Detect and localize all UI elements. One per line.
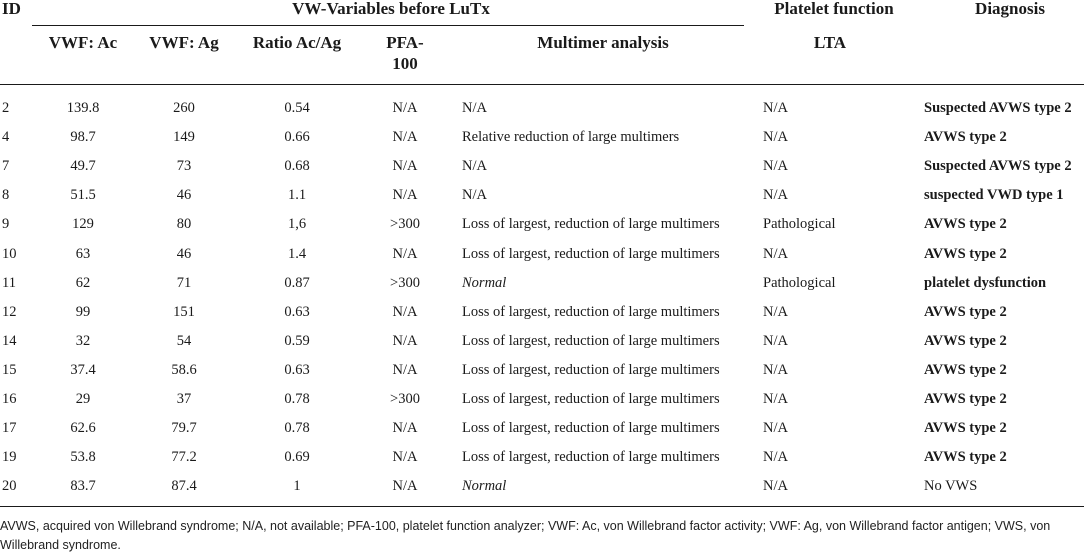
header-diagnosis: Diagnosis bbox=[975, 0, 1045, 18]
cell-vwf-ac: 129 bbox=[72, 216, 94, 233]
cell-vwf-ac: 29 bbox=[75, 391, 91, 407]
cell-id: 20 bbox=[2, 478, 17, 495]
cell-lta: N/A bbox=[763, 478, 788, 495]
cell-ratio: 1.1 bbox=[287, 187, 307, 204]
cell-vwf-ac: 32 bbox=[75, 332, 91, 349]
header-platelet-function: Platelet function bbox=[774, 0, 894, 18]
cell-vwf-ag: 77.2 bbox=[171, 449, 197, 466]
cell-lta: N/A bbox=[763, 332, 788, 349]
cell-multimer: N/A bbox=[462, 100, 487, 116]
cell-vwf-ag: 58.6 bbox=[171, 361, 197, 378]
cell-diagnosis: AVWS type 2 bbox=[924, 361, 1007, 378]
cell-pfa: N/A bbox=[392, 332, 418, 349]
header-lta: LTA bbox=[813, 33, 847, 52]
cell-pfa: N/A bbox=[392, 361, 418, 378]
cell-lta: N/A bbox=[763, 187, 788, 204]
cell-lta: N/A bbox=[763, 100, 788, 116]
cell-diagnosis: AVWS type 2 bbox=[924, 420, 1007, 437]
cell-pfa: >300 bbox=[390, 391, 420, 407]
cell-lta: N/A bbox=[763, 303, 788, 320]
cell-multimer: Relative reduction of large multimers bbox=[462, 129, 680, 146]
cell-lta: N/A bbox=[763, 420, 788, 437]
cell-diagnosis: Suspected AVWS type 2 bbox=[924, 100, 1072, 116]
header-group-vw-variables: VW-Variables before LuTx bbox=[292, 0, 490, 18]
cell-vwf-ag: 87.4 bbox=[171, 478, 197, 495]
cell-multimer: N/A bbox=[462, 158, 487, 175]
cell-multimer: Loss of largest, reduction of large multimers bbox=[462, 245, 720, 262]
cell-vwf-ag: 80 bbox=[176, 216, 192, 233]
cell-ratio: 0.87 bbox=[284, 274, 310, 291]
header-rule bbox=[0, 84, 1084, 85]
cell-pfa: N/A bbox=[392, 303, 418, 320]
cell-vwf-ac: 63 bbox=[75, 245, 91, 262]
cell-pfa: N/A bbox=[392, 158, 418, 175]
table-footnote: AVWS, acquired von Willebrand syndrome; N/A, not available; PFA-100, platelet function analyzer; VWF: Ac, von Willebrand factor activity; VWF: Ag, von Willebrand factor antigen; VWS, von Willebrand syndrome. bbox=[0, 519, 1051, 552]
cell-ratio: 0.54 bbox=[284, 100, 310, 116]
cell-pfa: N/A bbox=[392, 449, 418, 466]
cell-diagnosis: AVWS type 2 bbox=[924, 216, 1007, 233]
cell-lta: Pathological bbox=[763, 274, 836, 291]
cell-ratio: 0.63 bbox=[284, 303, 310, 320]
cell-ratio: 0.78 bbox=[284, 391, 310, 407]
cell-vwf-ac: 83.7 bbox=[70, 478, 96, 495]
cell-multimer: Loss of largest, reduction of large multimers bbox=[462, 216, 720, 233]
cell-lta: N/A bbox=[763, 158, 788, 175]
cell-ratio: 0.78 bbox=[284, 420, 310, 437]
cell-ratio: 0.59 bbox=[284, 332, 310, 349]
cell-vwf-ac: 62 bbox=[75, 274, 91, 291]
cell-multimer: Loss of largest, reduction of large multimers bbox=[462, 361, 720, 378]
cell-lta: N/A bbox=[763, 449, 788, 466]
cell-id: 19 bbox=[2, 449, 17, 466]
cell-multimer: Normal bbox=[462, 478, 507, 495]
cell-id: 15 bbox=[2, 361, 17, 378]
cell-ratio: 1.4 bbox=[287, 245, 307, 262]
cell-vwf-ag: 54 bbox=[176, 332, 192, 349]
cell-pfa: N/A bbox=[392, 129, 418, 146]
cell-id: 8 bbox=[2, 187, 10, 204]
header-pfa-line1: PFA- bbox=[386, 33, 424, 52]
header-vwf-ac: VWF: Ac bbox=[48, 33, 118, 52]
cell-multimer: Loss of largest, reduction of large multimers bbox=[462, 303, 720, 320]
cell-vwf-ac: 99 bbox=[75, 303, 91, 320]
header-vwf-ag: VWF: Ag bbox=[149, 33, 219, 52]
header-multimer: Multimer analysis bbox=[537, 33, 669, 52]
cell-id: 4 bbox=[2, 129, 10, 146]
cell-pfa: >300 bbox=[390, 274, 420, 291]
cell-diagnosis: AVWS type 2 bbox=[924, 449, 1007, 466]
cell-diagnosis: AVWS type 2 bbox=[924, 303, 1007, 320]
cell-vwf-ac: 98.7 bbox=[70, 129, 96, 146]
cell-vwf-ac: 51.5 bbox=[70, 187, 96, 204]
cell-vwf-ag: 73 bbox=[176, 158, 192, 175]
cell-id: 16 bbox=[2, 391, 17, 407]
cell-vwf-ac: 37.4 bbox=[70, 361, 96, 378]
cell-lta: N/A bbox=[763, 245, 788, 262]
group-underline bbox=[32, 25, 744, 26]
cell-vwf-ag: 71 bbox=[176, 274, 192, 291]
cell-diagnosis: suspected VWD type 1 bbox=[924, 187, 1064, 204]
cell-vwf-ac: 53.8 bbox=[70, 449, 96, 466]
header-ratio: Ratio Ac/Ag bbox=[252, 33, 342, 52]
cell-multimer: Loss of largest, reduction of large multimers bbox=[462, 391, 720, 407]
cell-diagnosis: AVWS type 2 bbox=[924, 245, 1007, 262]
cell-id: 17 bbox=[2, 420, 17, 437]
cell-multimer: Loss of largest, reduction of large multimers bbox=[462, 449, 720, 466]
cell-id: 7 bbox=[2, 158, 10, 175]
cell-pfa: N/A bbox=[392, 245, 418, 262]
cell-ratio: 1,6 bbox=[287, 216, 307, 233]
cell-diagnosis: No VWS bbox=[924, 478, 978, 495]
cell-diagnosis: AVWS type 2 bbox=[924, 332, 1007, 349]
cell-vwf-ag: 151 bbox=[173, 303, 195, 320]
cell-vwf-ac: 62.6 bbox=[70, 420, 96, 437]
cell-ratio: 0.63 bbox=[284, 361, 310, 378]
cell-pfa: N/A bbox=[392, 420, 418, 437]
cell-pfa: >300 bbox=[390, 216, 420, 233]
header-pfa-line2: 100 bbox=[392, 54, 418, 73]
cell-multimer: Loss of largest, reduction of large multimers bbox=[462, 332, 720, 349]
cell-ratio: 1 bbox=[293, 478, 301, 495]
cell-ratio: 0.69 bbox=[284, 449, 310, 466]
cell-pfa: N/A bbox=[392, 100, 418, 116]
cell-multimer: N/A bbox=[462, 187, 487, 204]
cell-lta: Pathological bbox=[763, 216, 836, 233]
cell-id: 9 bbox=[2, 216, 10, 233]
cell-id: 14 bbox=[2, 332, 17, 349]
cell-vwf-ag: 149 bbox=[173, 129, 195, 146]
cell-id: 10 bbox=[2, 245, 17, 262]
cell-vwf-ag: 79.7 bbox=[171, 420, 197, 437]
header-id: ID bbox=[2, 0, 21, 18]
cell-vwf-ag: 46 bbox=[176, 245, 192, 262]
cell-ratio: 0.66 bbox=[284, 129, 310, 146]
cell-diagnosis: Suspected AVWS type 2 bbox=[924, 158, 1072, 175]
cell-diagnosis: AVWS type 2 bbox=[924, 129, 1007, 146]
cell-multimer: Loss of largest, reduction of large multimers bbox=[462, 420, 720, 437]
table-bottom-rule bbox=[0, 506, 1084, 507]
cell-vwf-ac: 139.8 bbox=[66, 100, 100, 116]
cell-ratio: 0.68 bbox=[284, 158, 310, 175]
cell-lta: N/A bbox=[763, 361, 788, 378]
cell-diagnosis: platelet dysfunction bbox=[924, 274, 1047, 291]
cell-vwf-ag: 46 bbox=[176, 187, 192, 204]
cell-id: 11 bbox=[2, 274, 16, 291]
cell-id: 12 bbox=[2, 303, 17, 320]
cell-diagnosis: AVWS type 2 bbox=[924, 391, 1007, 407]
cell-multimer: Normal bbox=[462, 274, 507, 291]
cell-lta: N/A bbox=[763, 129, 788, 146]
cell-vwf-ag: 260 bbox=[173, 100, 195, 116]
cell-vwf-ac: 49.7 bbox=[70, 158, 96, 175]
cell-vwf-ag: 37 bbox=[176, 391, 192, 407]
cell-id: 2 bbox=[2, 100, 10, 116]
cell-pfa: N/A bbox=[392, 478, 418, 495]
cell-lta: N/A bbox=[763, 391, 788, 407]
cell-pfa: N/A bbox=[392, 187, 418, 204]
